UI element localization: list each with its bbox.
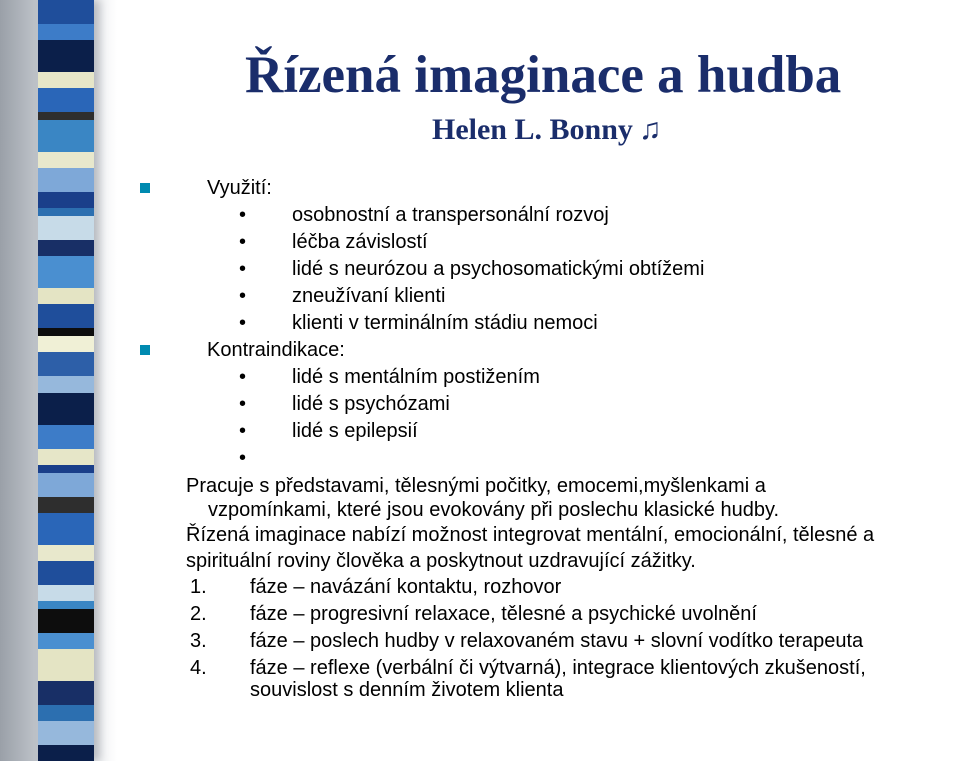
phase-number: 3. [190, 630, 207, 652]
stripe-block [38, 240, 94, 256]
paragraph-line: Pracuje s představami, tělesnými počitky, emocemi,myšlenkami a [186, 475, 766, 497]
stripe-block [38, 352, 94, 376]
square-bullet-icon [140, 183, 150, 193]
description-paragraph [186, 474, 956, 522]
list-item [239, 257, 705, 281]
stripe-block [38, 288, 94, 304]
bullet-icon: • [239, 420, 247, 442]
stripe-block [38, 192, 94, 208]
stripe-block [38, 513, 94, 545]
phase-number: 1. [190, 576, 207, 598]
stripe-block [38, 88, 94, 112]
stripe-block [38, 649, 94, 681]
paragraph-line: vzpomínkami, které jsou evokovány při poslechu klasické hudby. [208, 499, 780, 521]
stripe-block [38, 425, 94, 449]
stripe-block [38, 609, 94, 633]
stripe-block [38, 328, 94, 336]
stripe-block [38, 152, 94, 168]
list-item-text: lidé s neurózou a psychosomatickými obtížemi [292, 258, 705, 280]
list-item-text: lidé s mentálním postižením [292, 366, 540, 388]
stripe-block [38, 216, 94, 240]
phase-text: fáze – navázání kontaktu, rozhovor [250, 576, 562, 598]
slide-title: Řízená imaginace a hudba [245, 46, 842, 104]
bullet-icon: • [239, 366, 247, 388]
stripe-block [38, 473, 94, 497]
bullet-icon: • [239, 204, 247, 226]
stripe-block [38, 601, 94, 609]
author-name: Helen L. Bonny [432, 113, 633, 146]
phase-number: 4. [190, 657, 207, 679]
stripe-block [38, 208, 94, 216]
bullet-icon: • [239, 312, 247, 334]
stripe-block [38, 633, 94, 649]
stripe-block [38, 449, 94, 465]
stripe-block [38, 120, 94, 152]
slide-subtitle [432, 112, 661, 148]
phase-text: souvislost s denním životem klienta [250, 679, 564, 701]
list-item [239, 365, 540, 389]
stripe-block [38, 376, 94, 392]
stripe-block [38, 585, 94, 601]
heading-label: Využití: [207, 177, 272, 199]
stripe-block [38, 24, 94, 40]
bullet-icon: • [239, 231, 247, 253]
phase-number: 2. [190, 603, 207, 625]
stripe-block [38, 256, 94, 288]
stripe-block [38, 465, 94, 473]
stripe-block [38, 497, 94, 513]
stripe-block [38, 393, 94, 425]
list-item [239, 311, 598, 335]
stripe-block [38, 705, 94, 721]
list-item-text: léčba závislostí [292, 231, 428, 253]
paragraph-line: spirituální roviny člověka a poskytnout uzdravující zážitky. [186, 550, 696, 572]
bullet-icon: • [239, 393, 247, 415]
stripe-block [38, 681, 94, 705]
stripe-block [38, 40, 94, 72]
decorative-stripe [38, 0, 94, 761]
list-item [239, 419, 418, 443]
heading-label: Kontraindikace: [207, 339, 345, 361]
list-item-text: osobnostní a transpersonální rozvoj [292, 204, 609, 226]
imagination-paragraph [186, 522, 956, 574]
stripe-block [38, 112, 94, 120]
list-item [239, 203, 609, 227]
list-item [239, 392, 450, 416]
stripe-block [38, 745, 94, 761]
list-item-text: zneužívaní klienti [292, 285, 446, 307]
section-heading-vyuziti [207, 176, 272, 200]
stripe-block [38, 168, 94, 192]
list-item-text: lidé s psychózami [292, 393, 450, 415]
phase-text: fáze – reflexe (verbální či výtvarná), integrace klientových zkušeností, [250, 657, 866, 679]
stripe-block [38, 721, 94, 745]
stripe-block [38, 0, 94, 24]
stripe-block [38, 545, 94, 561]
list-item [239, 284, 446, 308]
list-item-text: lidé s epilepsií [292, 420, 418, 442]
square-bullet-icon [140, 345, 150, 355]
bullet-icon: • [239, 447, 247, 469]
phase-text: fáze – progresivní relaxace, tělesné a psychické uvolnění [250, 603, 757, 625]
stripe-block [38, 72, 94, 88]
list-item [239, 230, 428, 254]
stripe-block [38, 336, 94, 352]
section-heading-kontraindikace [207, 338, 345, 362]
stripe-block [38, 304, 94, 328]
phase-text: fáze – poslech hudby v relaxovaném stavu + slovní vodítko terapeuta [250, 630, 864, 652]
stripe-block [38, 561, 94, 585]
list-item-text: klienti v terminálním stádiu nemoci [292, 312, 598, 334]
paragraph-line: Řízená imaginace nabízí možnost integrovat mentální, emocionální, tělesné a [186, 524, 875, 546]
bullet-icon: • [239, 285, 247, 307]
bullet-icon: • [239, 258, 247, 280]
music-note-icon: ♫ [638, 113, 662, 146]
